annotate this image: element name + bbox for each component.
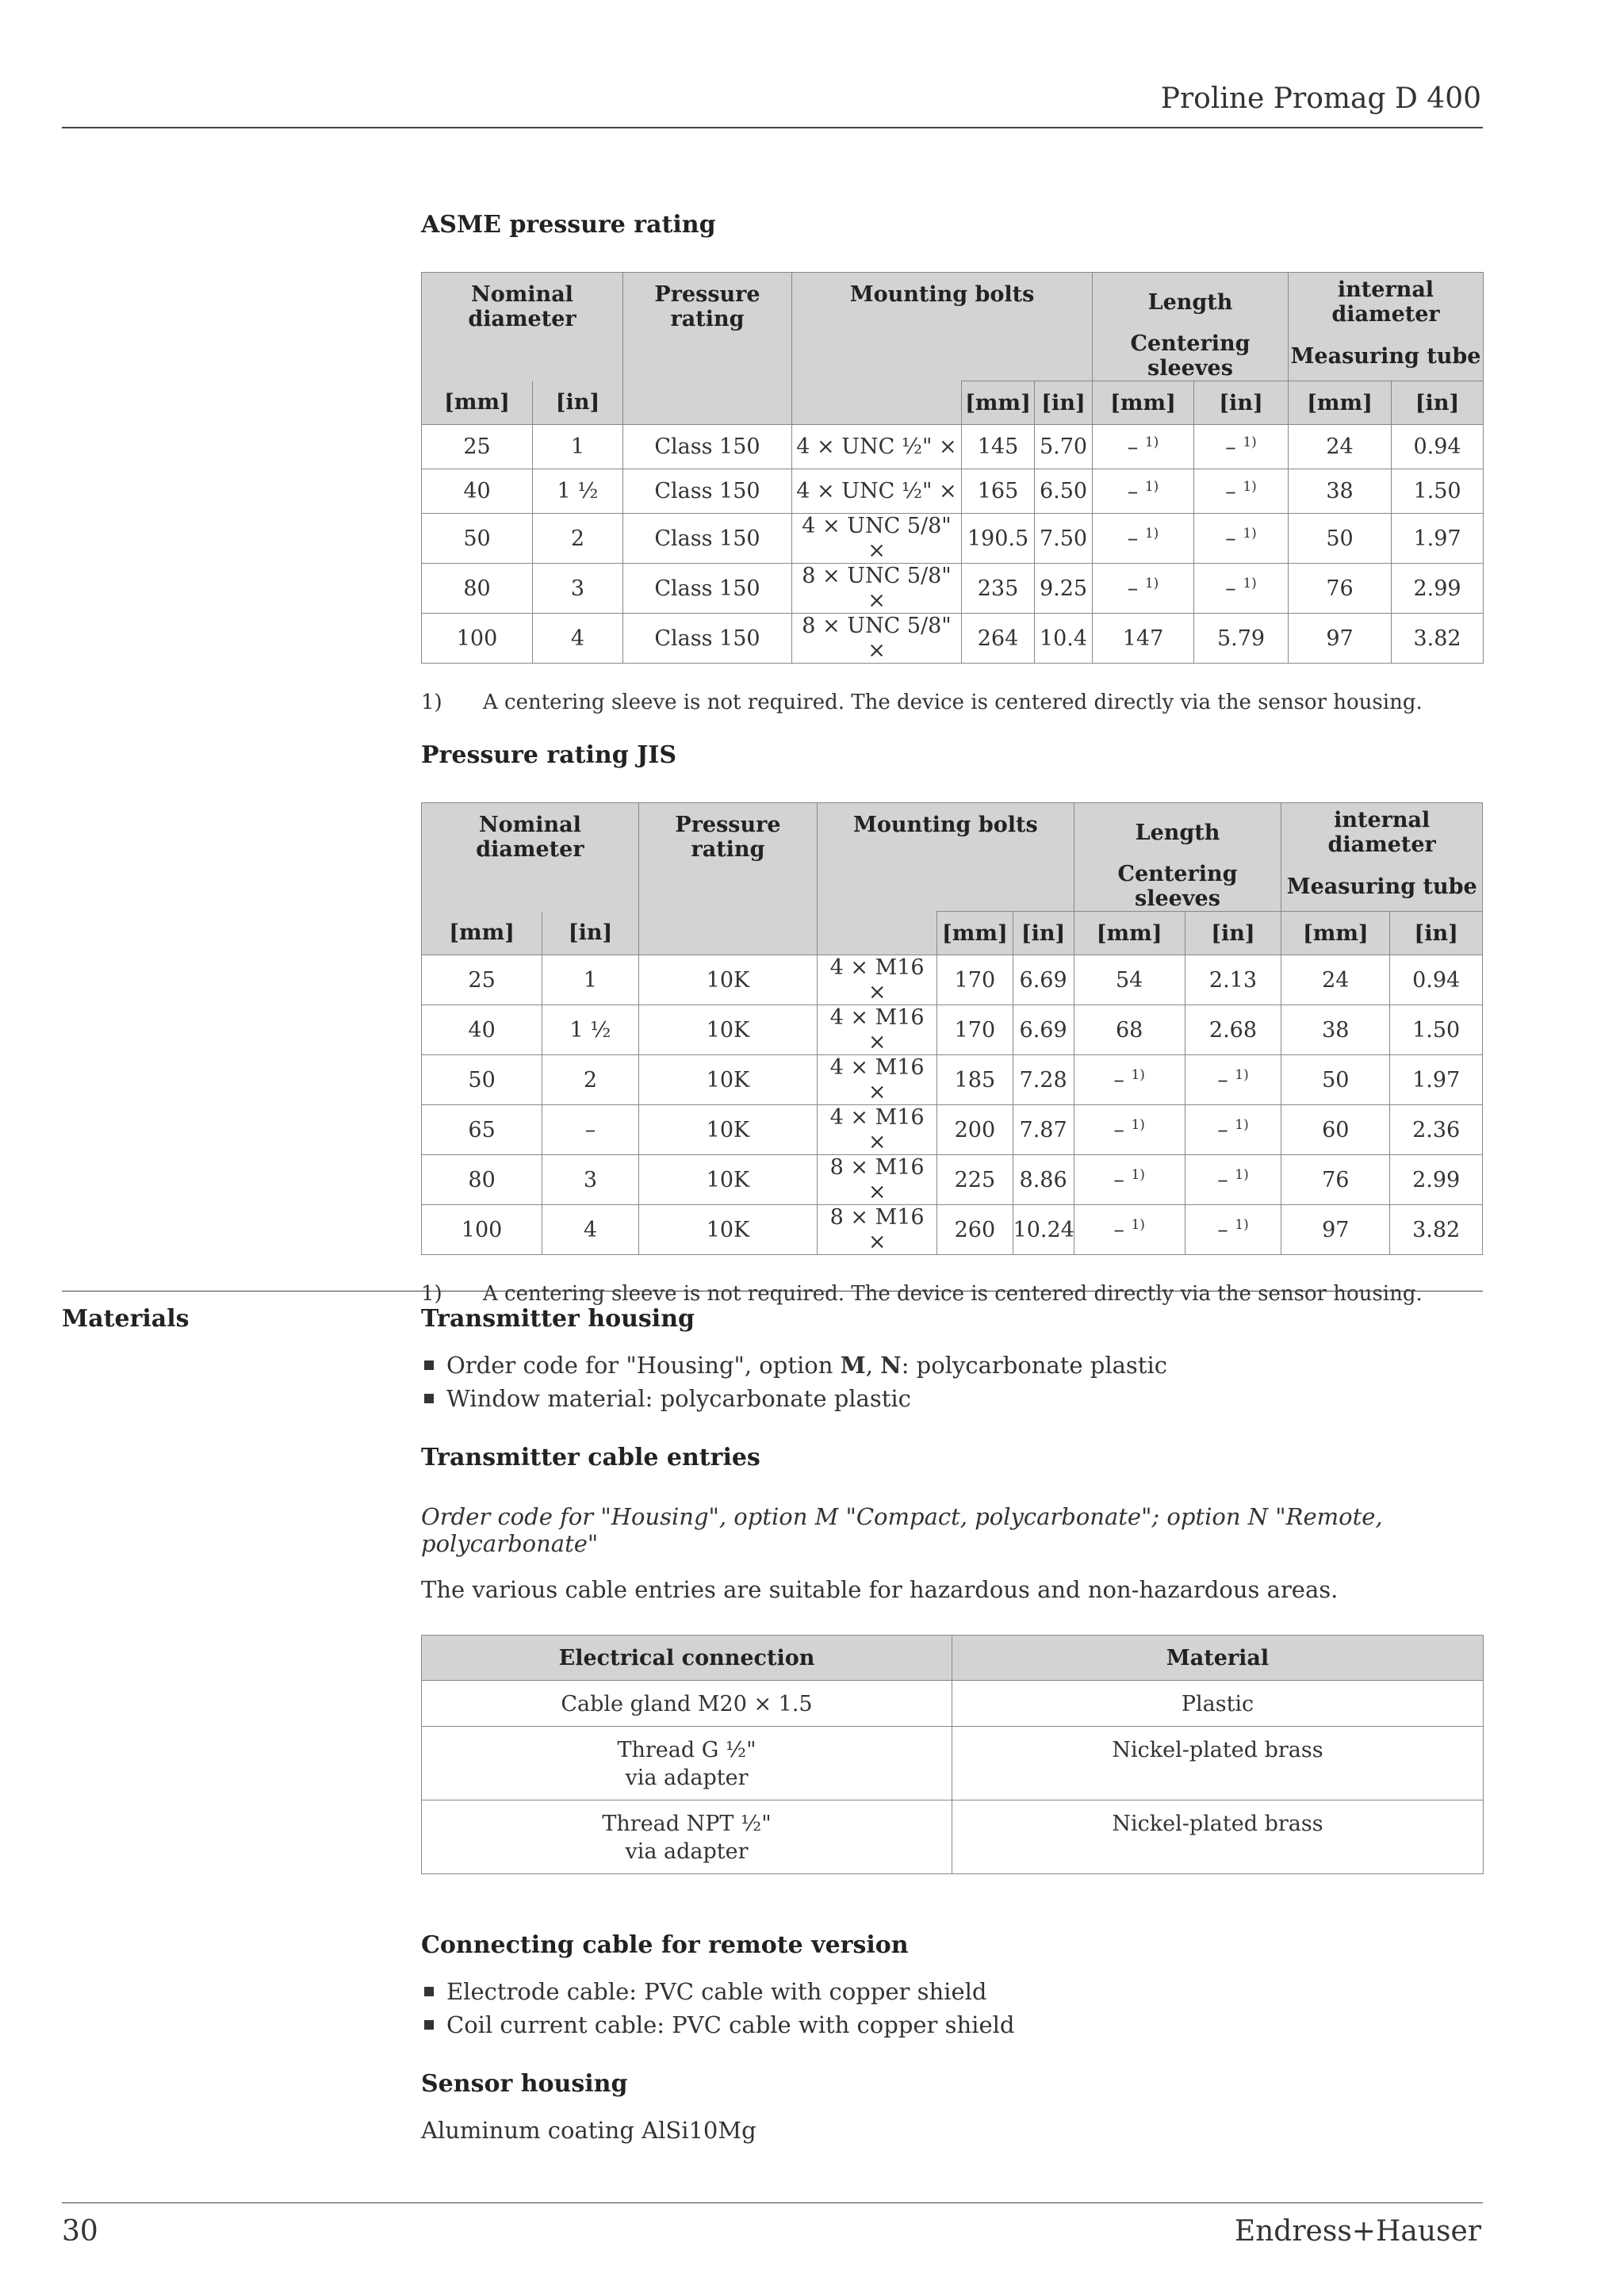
footnote-ref: 1) xyxy=(1144,478,1159,495)
cell-bolt-in: 10.24 xyxy=(1013,1205,1074,1255)
cell-len-mm xyxy=(1074,1005,1185,1055)
cell-rating: Class 150 xyxy=(623,425,792,469)
cell-value: 2.13 xyxy=(1208,968,1258,993)
cell-material: Plastic xyxy=(952,1681,1484,1727)
cell-id-mm: 50 xyxy=(1289,514,1392,564)
bullet-square-icon xyxy=(424,1394,434,1403)
text-segment: : polycarbonate plastic xyxy=(901,1352,1167,1379)
cable-entries-description: The various cable entries are suitable for hazardous and non-hazardous areas. xyxy=(421,1576,1339,1603)
footnote-ref: 1) xyxy=(1131,1067,1145,1083)
jis-footnote xyxy=(421,1282,1483,1306)
cell-id-mm: 38 xyxy=(1281,1005,1390,1055)
cell-bolts: 4 × M16 × xyxy=(818,1055,937,1105)
jis-unit-in: [in] xyxy=(1390,912,1483,955)
cell-len-mm xyxy=(1074,1055,1185,1105)
sensor-housing-text: Aluminum coating AlSi10Mg xyxy=(421,2117,756,2144)
cell-dn-mm: 25 xyxy=(422,955,542,1005)
cell-dn-in: 1 xyxy=(533,425,623,469)
cell-dn-in: 2 xyxy=(533,514,623,564)
cell-bolt-mm: 190.5 xyxy=(962,514,1035,564)
cell-rating: Class 150 xyxy=(623,469,792,514)
cell-dn-in: 1 xyxy=(542,955,639,1005)
footnote-text: A centering sleeve is not required. The device is centered directly via the sensor housing. xyxy=(483,691,1423,714)
cell-bolt-in: 8.86 xyxy=(1013,1155,1074,1205)
cell-len-mm xyxy=(1093,425,1194,469)
jis-head-spacer xyxy=(818,862,1074,912)
asme-head-centering-sleeves: Centering sleeves xyxy=(1093,331,1289,381)
table-row xyxy=(422,1005,1483,1055)
cell-id-mm: 97 xyxy=(1289,614,1392,664)
connecting-cable-list xyxy=(421,1978,1483,2038)
jis-unit-in: [in] xyxy=(1185,912,1281,955)
footnote-ref: 1) xyxy=(1144,576,1159,591)
cell-dn-in: 1 ½ xyxy=(542,1005,639,1055)
cell-len-in xyxy=(1185,1205,1281,1255)
cell-bolts: 8 × M16 × xyxy=(818,1205,937,1255)
cell-value: 68 xyxy=(1115,1018,1143,1043)
cell-len-mm xyxy=(1093,564,1194,614)
footnote-ref: 1) xyxy=(1243,434,1257,450)
cell-len-mm xyxy=(1074,1105,1185,1155)
table-row xyxy=(422,1727,1484,1800)
jis-title: Pressure rating JIS xyxy=(421,741,677,769)
table-row xyxy=(422,564,1484,614)
cell-bolts: 4 × M16 × xyxy=(818,1105,937,1155)
asme-unit-in: [in] xyxy=(1392,381,1484,425)
cell-len-mm xyxy=(1093,514,1194,564)
header-rule xyxy=(62,127,1483,128)
cell-dn-mm: 40 xyxy=(422,469,533,514)
cell-dn-mm: 80 xyxy=(422,564,533,614)
table-row xyxy=(422,955,1483,1005)
head-electrical-connection: Electrical connection xyxy=(422,1636,952,1681)
cell-rating: 10K xyxy=(638,1055,817,1105)
table-row xyxy=(422,425,1484,469)
cell-id-in: 0.94 xyxy=(1392,425,1484,469)
text-segment: Order code for "Housing", option xyxy=(446,1352,841,1379)
document-title: Proline Promag D 400 xyxy=(1160,82,1481,115)
cell-len-mm xyxy=(1074,955,1185,1005)
footnote-ref: 1) xyxy=(1243,576,1257,591)
cell-id-in: 1.97 xyxy=(1390,1055,1483,1105)
option-m: M xyxy=(840,1352,866,1379)
asme-unit-mm: [mm] xyxy=(962,381,1035,425)
order-code-text: Order code for "Housing", option M "Compact, polycarbonate"; option N "Remote, polycarbonate" xyxy=(421,1503,1383,1557)
text-segment: , xyxy=(865,1352,881,1379)
cell-value: – xyxy=(1127,479,1139,504)
cell-dn-in: 3 xyxy=(542,1155,639,1205)
cell-dn-in: 1 ½ xyxy=(533,469,623,514)
footnote-ref: 1) xyxy=(1235,1217,1249,1233)
transmitter-housing-title: Transmitter housing xyxy=(421,1305,695,1333)
cell-bolt-mm: 235 xyxy=(962,564,1035,614)
cell-id-in: 0.94 xyxy=(1390,955,1483,1005)
cell-bolt-mm: 200 xyxy=(937,1105,1013,1155)
cell-id-mm: 60 xyxy=(1281,1105,1390,1155)
cell-bolt-in: 6.69 xyxy=(1013,1005,1074,1055)
footer-rule xyxy=(62,2202,1483,2203)
cell-id-in: 1.50 xyxy=(1390,1005,1483,1055)
list-item xyxy=(421,1978,1483,2005)
materials-section xyxy=(421,1305,1483,2174)
jis-head-length: Length xyxy=(1074,803,1281,863)
footnote-ref: 1) xyxy=(1243,526,1257,541)
asme-unit-mm: [mm] xyxy=(1289,381,1392,425)
cell-bolt-mm: 260 xyxy=(937,1205,1013,1255)
cell-bolt-mm: 170 xyxy=(937,1005,1013,1055)
cell-bolt-mm: 145 xyxy=(962,425,1035,469)
asme-head-mounting-bolts: Mounting bolts xyxy=(792,273,1093,332)
asme-head-spacer xyxy=(422,331,623,381)
cell-bolt-mm: 264 xyxy=(962,614,1035,664)
jis-head-pressure-rating: Pressure rating xyxy=(638,803,817,955)
page-number: 30 xyxy=(62,2215,98,2248)
cell-value: – xyxy=(1225,576,1236,601)
asme-table xyxy=(421,272,1484,664)
cell-len-in xyxy=(1194,469,1289,514)
bullet-square-icon xyxy=(424,2020,434,2030)
asme-title: ASME pressure rating xyxy=(421,211,716,239)
cell-id-in: 3.82 xyxy=(1392,614,1484,664)
cell-len-in xyxy=(1185,1055,1281,1105)
cell-bolt-mm: 165 xyxy=(962,469,1035,514)
cell-id-mm: 50 xyxy=(1281,1055,1390,1105)
cell-len-in xyxy=(1194,514,1289,564)
footnote-text: A centering sleeve is not required. The device is centered directly via the sensor housing. xyxy=(483,1282,1423,1306)
jis-section xyxy=(421,741,1483,1306)
cell-material: Nickel-plated brass xyxy=(952,1800,1484,1874)
cell-bolt-in: 10.4 xyxy=(1035,614,1093,664)
footnote-ref: 1) xyxy=(1235,1117,1249,1133)
cell-value: – xyxy=(1217,1168,1228,1192)
cell-rating: 10K xyxy=(638,1205,817,1255)
list-item-text: Coil current cable: PVC cable with copper shield xyxy=(446,2011,1015,2038)
cell-bolt-in: 9.25 xyxy=(1035,564,1093,614)
cell-value: – xyxy=(1127,526,1139,551)
bullet-square-icon xyxy=(424,1360,434,1370)
footnote-ref: 1) xyxy=(1144,526,1159,541)
cell-id-mm: 24 xyxy=(1289,425,1392,469)
asme-head-spacer xyxy=(792,331,1093,381)
cell-connection xyxy=(422,1800,952,1874)
jis-unit-blank xyxy=(818,912,937,955)
cell-id-in: 2.99 xyxy=(1390,1155,1483,1205)
materials-label: Materials xyxy=(62,1305,190,1333)
cell-value: – xyxy=(1217,1118,1228,1142)
cell-id-mm: 38 xyxy=(1289,469,1392,514)
materials-rule xyxy=(62,1291,1483,1292)
asme-unit-mm: [mm] xyxy=(1093,381,1194,425)
transmitter-housing-list xyxy=(421,1352,1483,1412)
table-row xyxy=(422,1681,1484,1727)
table-row xyxy=(422,1800,1484,1874)
jis-head-spacer xyxy=(422,862,639,912)
footnote-ref: 1) xyxy=(1235,1067,1249,1083)
connection-line: Thread G ½" xyxy=(617,1738,756,1762)
cell-len-in xyxy=(1185,955,1281,1005)
asme-head-internal-diameter: internal diameter xyxy=(1289,273,1484,332)
cell-value: 5.79 xyxy=(1216,626,1266,651)
footnote-ref: 1) xyxy=(1131,1217,1145,1233)
cell-dn-mm: 50 xyxy=(422,514,533,564)
connection-line: Cable gland M20 × 1.5 xyxy=(561,1692,813,1716)
cell-bolts: 8 × UNC 5/8" × xyxy=(792,564,962,614)
cell-dn-in: 3 xyxy=(533,564,623,614)
cell-dn-mm: 100 xyxy=(422,614,533,664)
option-n: N xyxy=(880,1352,902,1379)
head-material: Material xyxy=(952,1636,1484,1681)
cell-rating: Class 150 xyxy=(623,614,792,664)
footnote-ref: 1) xyxy=(1131,1167,1145,1183)
cell-bolts: 4 × UNC ½" × xyxy=(792,425,962,469)
cell-bolt-in: 6.69 xyxy=(1013,955,1074,1005)
cell-bolts: 4 × M16 × xyxy=(818,955,937,1005)
asme-head-measuring-tube: Measuring tube xyxy=(1289,331,1484,381)
cell-id-in: 3.82 xyxy=(1390,1205,1483,1255)
cell-value: 147 xyxy=(1122,626,1164,651)
cell-connection xyxy=(422,1681,952,1727)
brand-name: Endress+Hauser xyxy=(1234,2215,1481,2248)
table-row xyxy=(422,1205,1483,1255)
cell-value: – xyxy=(1217,1218,1228,1242)
cell-len-mm xyxy=(1093,614,1194,664)
table-row xyxy=(422,1105,1483,1155)
table-row xyxy=(422,514,1484,564)
cell-dn-in: 4 xyxy=(533,614,623,664)
list-item xyxy=(421,1385,1483,1412)
cell-id-in: 2.36 xyxy=(1390,1105,1483,1155)
asme-unit-in: [in] xyxy=(1194,381,1289,425)
cell-len-in xyxy=(1185,1155,1281,1205)
cell-dn-mm: 80 xyxy=(422,1155,542,1205)
asme-unit-blank xyxy=(792,381,962,425)
connection-line: via adapter xyxy=(625,1766,749,1790)
table-row xyxy=(422,469,1484,514)
asme-head-length: Length xyxy=(1093,273,1289,332)
cell-len-in xyxy=(1194,564,1289,614)
cell-bolt-in: 5.70 xyxy=(1035,425,1093,469)
cable-entries-title: Transmitter cable entries xyxy=(421,1444,760,1471)
asme-unit-mm: [mm] xyxy=(422,381,533,425)
list-item-text xyxy=(446,1352,1167,1379)
cell-rating: 10K xyxy=(638,1005,817,1055)
cell-len-in xyxy=(1185,1105,1281,1155)
list-item xyxy=(421,1352,1483,1379)
cell-bolts: 8 × M16 × xyxy=(818,1155,937,1205)
cell-dn-in: 4 xyxy=(542,1205,639,1255)
jis-head-centering-sleeves: Centering sleeves xyxy=(1074,862,1281,912)
list-item-text: Electrode cable: PVC cable with copper shield xyxy=(446,1978,987,2005)
list-item-text: Window material: polycarbonate plastic xyxy=(446,1385,911,1412)
cell-value: 54 xyxy=(1115,968,1143,993)
cell-len-mm xyxy=(1074,1155,1185,1205)
cell-len-mm xyxy=(1093,469,1194,514)
asme-unit-in: [in] xyxy=(1035,381,1093,425)
footnote-number: 1) xyxy=(421,1282,442,1306)
cell-id-mm: 76 xyxy=(1281,1155,1390,1205)
cell-rating: 10K xyxy=(638,1105,817,1155)
cell-value: – xyxy=(1113,1068,1124,1093)
cell-material: Nickel-plated brass xyxy=(952,1727,1484,1800)
cell-len-in xyxy=(1194,425,1289,469)
cell-value: – xyxy=(1217,1068,1228,1093)
cell-len-mm xyxy=(1074,1205,1185,1255)
cell-value: – xyxy=(1225,479,1236,504)
cell-value: 2.68 xyxy=(1208,1018,1258,1043)
footnote-ref: 1) xyxy=(1144,434,1159,450)
cell-dn-in: 2 xyxy=(542,1055,639,1105)
asme-footnote xyxy=(421,691,1483,714)
cell-bolt-in: 7.50 xyxy=(1035,514,1093,564)
cell-bolt-mm: 170 xyxy=(937,955,1013,1005)
cell-len-in xyxy=(1194,614,1289,664)
cell-id-in: 2.99 xyxy=(1392,564,1484,614)
footnote-ref: 1) xyxy=(1243,478,1257,495)
bullet-square-icon xyxy=(424,1987,434,1996)
cell-dn-in: – xyxy=(542,1105,639,1155)
list-item xyxy=(421,2011,1483,2038)
cell-dn-mm: 40 xyxy=(422,1005,542,1055)
cell-rating: 10K xyxy=(638,955,817,1005)
jis-unit-mm: [mm] xyxy=(937,912,1013,955)
cell-bolts: 8 × UNC 5/8" × xyxy=(792,614,962,664)
cell-rating: 10K xyxy=(638,1155,817,1205)
connection-line: Thread NPT ½" xyxy=(602,1812,772,1836)
cell-dn-mm: 50 xyxy=(422,1055,542,1105)
cell-value: – xyxy=(1127,434,1139,460)
jis-unit-mm: [mm] xyxy=(1074,912,1185,955)
connecting-cable-title: Connecting cable for remote version xyxy=(421,1931,909,1959)
cell-bolt-mm: 185 xyxy=(937,1055,1013,1105)
cell-bolt-in: 6.50 xyxy=(1035,469,1093,514)
cell-bolts: 4 × UNC ½" × xyxy=(792,469,962,514)
cell-value: – xyxy=(1127,576,1139,601)
cell-dn-mm: 65 xyxy=(422,1105,542,1155)
jis-unit-mm: [mm] xyxy=(1281,912,1390,955)
jis-head-mounting-bolts: Mounting bolts xyxy=(818,803,1074,863)
cell-value: – xyxy=(1225,434,1236,460)
cell-bolt-in: 7.28 xyxy=(1013,1055,1074,1105)
asme-unit-in: [in] xyxy=(533,381,623,425)
table-row xyxy=(422,1155,1483,1205)
cell-id-mm: 97 xyxy=(1281,1205,1390,1255)
cell-id-in: 1.97 xyxy=(1392,514,1484,564)
cell-id-in: 1.50 xyxy=(1392,469,1484,514)
cell-value: – xyxy=(1113,1218,1124,1242)
connection-line: via adapter xyxy=(625,1839,749,1864)
asme-head-pressure-rating: Pressure rating xyxy=(623,273,792,425)
cell-len-in xyxy=(1185,1005,1281,1055)
footnote-number: 1) xyxy=(421,691,442,714)
jis-head-internal-diameter: internal diameter xyxy=(1281,803,1483,863)
cell-value: – xyxy=(1225,526,1236,551)
table-row xyxy=(422,614,1484,664)
cell-id-mm: 76 xyxy=(1289,564,1392,614)
asme-section xyxy=(421,211,1483,714)
sensor-housing-title: Sensor housing xyxy=(421,2070,628,2098)
cell-value: – xyxy=(1113,1168,1124,1192)
cell-bolts: 4 × M16 × xyxy=(818,1005,937,1055)
jis-table xyxy=(421,802,1483,1255)
jis-unit-mm: [mm] xyxy=(422,912,542,955)
jis-head-measuring-tube: Measuring tube xyxy=(1281,862,1483,912)
cell-rating: Class 150 xyxy=(623,564,792,614)
cell-bolt-mm: 225 xyxy=(937,1155,1013,1205)
cable-entries-table xyxy=(421,1635,1484,1874)
cell-value: – xyxy=(1113,1118,1124,1142)
table-row xyxy=(422,1055,1483,1105)
jis-unit-in: [in] xyxy=(1013,912,1074,955)
cell-dn-mm: 100 xyxy=(422,1205,542,1255)
cell-rating: Class 150 xyxy=(623,514,792,564)
cell-connection xyxy=(422,1727,952,1800)
cell-dn-mm: 25 xyxy=(422,425,533,469)
asme-head-nominal-diameter: Nominal diameter xyxy=(422,273,623,332)
footnote-ref: 1) xyxy=(1131,1117,1145,1133)
cell-bolt-in: 7.87 xyxy=(1013,1105,1074,1155)
footnote-ref: 1) xyxy=(1235,1167,1249,1183)
jis-head-nominal-diameter: Nominal diameter xyxy=(422,803,639,863)
cell-id-mm: 24 xyxy=(1281,955,1390,1005)
jis-unit-in: [in] xyxy=(542,912,639,955)
cell-bolts: 4 × UNC 5/8" × xyxy=(792,514,962,564)
